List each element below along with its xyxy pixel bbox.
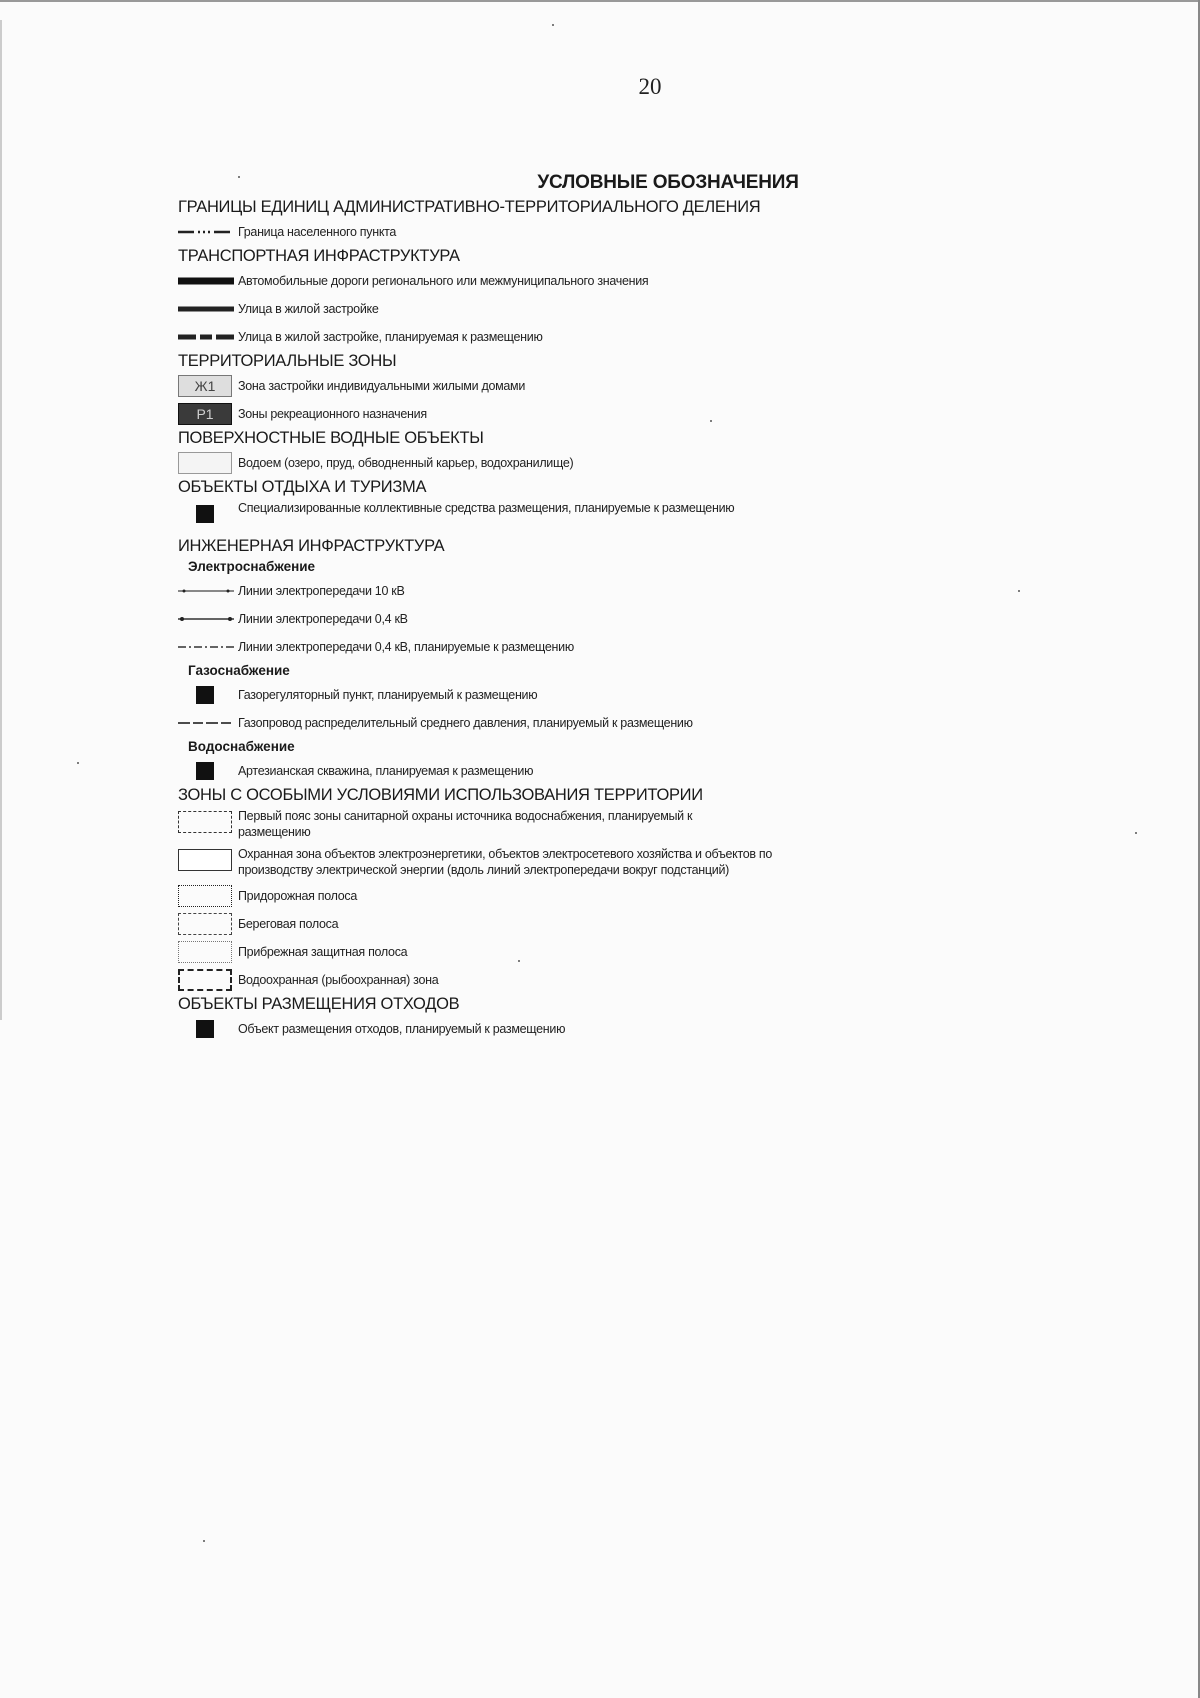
legend-item-sanitary-belt [178,806,798,844]
residential-street-symbol [178,297,234,321]
legend-label: Придорожная полоса [238,889,358,903]
subheading-gas: Газоснабжение [188,663,290,678]
legend-item-shore-strip [178,910,798,938]
legend-label: Охранная зона объектов электроэнергетики, объектов электросетевого хозяйства и объектов по производству электрической энергии (вдоль линий электропередачи вокруг подстанций) [238,847,773,877]
zh1-code: Ж1 [178,375,232,397]
legend-item-residential-street [178,295,798,323]
legend-label: Специализированные коллективные средства размещения, планируемые к размещению [238,501,735,515]
artesian-well-symbol [178,759,234,783]
scan-edge-left [0,20,2,1020]
legend-item-line-04kv [178,605,798,633]
legend-label: Водоем (озеро, пруд, обводненный карьер, водохранилище) [238,456,574,470]
shore-strip-symbol [178,912,234,936]
legend-label: Прибрежная защитная полоса [238,945,408,959]
legend [178,172,798,1043]
line-04kv-planned-symbol [178,635,234,659]
section-heading-engineering: ИНЖЕНЕРНАЯ ИНФРАСТРУКТУРА [178,537,445,555]
line-10kv-symbol [178,579,234,603]
legend-item-water-protection [178,966,798,994]
legend-item-settlement-boundary [178,218,798,246]
r1-code: Р1 [178,403,232,425]
subheading-water-supply: Водоснабжение [188,739,295,754]
roadside-strip-symbol [178,884,234,908]
legend-item-reservoir [178,449,798,477]
line-04kv-symbol [178,607,234,631]
legend-item-artesian-well [178,757,798,785]
legend-label: Объект размещения отходов, планируемый к размещению [238,1022,566,1036]
accommodation-symbol [178,502,234,526]
subheading-power: Электроснабжение [188,559,316,574]
legend-label: Зоны рекреационного назначения [238,407,427,421]
legend-item-r1 [178,400,798,428]
power-protection-symbol [178,848,234,872]
legend-label: Береговая полоса [238,917,339,931]
legend-item-power-protection [178,844,798,882]
scan-speck [1135,832,1137,834]
planned-street-symbol [178,325,234,349]
legend-item-accommodation [178,498,798,536]
section-heading-zones: ТЕРРИТОРИАЛЬНЫЕ ЗОНЫ [178,352,397,370]
legend-label: Газопровод распределительный среднего давления, планируемый к размещению [238,716,693,730]
section-heading-waste: ОБЪЕКТЫ РАЗМЕЩЕНИЯ ОТХОДОВ [178,995,460,1013]
legend-item-waste-object [178,1015,798,1043]
legend-title: УСЛОВНЫЕ ОБОЗНАЧЕНИЯ [537,172,799,193]
settlement-boundary-symbol [178,220,234,244]
legend-item-roadside-strip [178,882,798,910]
scan-speck [77,762,79,764]
scan-speck [1018,590,1020,592]
legend-item-coastal-protective [178,938,798,966]
legend-label: Первый пояс зоны санитарной охраны источника водоснабжения, планируемый к размещению [238,809,693,839]
water-protection-symbol [178,968,234,992]
legend-item-line-10kv [178,577,798,605]
section-heading-special-zones: ЗОНЫ С ОСОБЫМИ УСЛОВИЯМИ ИСПОЛЬЗОВАНИЯ ТЕРРИТОРИИ [178,786,703,804]
legend-item-zh1 [178,372,798,400]
legend-label: Линии электропередачи 0,4 кВ, планируемые к размещению [238,640,574,654]
sanitary-belt-symbol [178,810,234,834]
legend-label: Автомобильные дороги регионального или межмуниципального значения [238,274,649,288]
legend-label: Граница населенного пункта [238,225,397,239]
legend-label: Газорегуляторный пункт, планируемый к размещению [238,688,538,702]
page-number: 20 [638,74,662,99]
legend-label: Линии электропередачи 10 кВ [238,584,405,598]
gas-pipeline-symbol [178,711,234,735]
legend-label: Артезианская скважина, планируемая к размещению [238,764,534,778]
legend-label: Зона застройки индивидуальными жилыми домами [238,379,526,393]
legend-label: Водоохранная (рыбоохранная) зона [238,973,439,987]
legend-item-planned-street [178,323,798,351]
section-heading-water: ПОВЕРХНОСТНЫЕ ВОДНЫЕ ОБЪЕКТЫ [178,429,484,447]
legend-label: Линии электропередачи 0,4 кВ [238,612,408,626]
section-heading-admin-boundaries: ГРАНИЦЫ ЕДИНИЦ АДМИНИСТРАТИВНО-ТЕРРИТОРИАЛЬНОГО ДЕЛЕНИЯ [178,198,761,216]
legend-item-regional-roads [178,267,798,295]
legend-label: Улица в жилой застройке [238,302,379,316]
scan-speck [552,24,554,26]
regional-road-symbol [178,269,234,293]
reservoir-symbol [178,451,234,475]
legend-item-gas-pipeline [178,709,798,737]
gas-point-symbol [178,683,234,707]
coastal-protective-symbol [178,940,234,964]
scan-edge-top [0,0,1200,2]
section-heading-transport: ТРАНСПОРТНАЯ ИНФРАСТРУКТУРА [178,247,460,265]
section-heading-recreation: ОБЪЕКТЫ ОТДЫХА И ТУРИЗМА [178,478,427,496]
legend-label: Улица в жилой застройке, планируемая к размещению [238,330,543,344]
zh1-zone-symbol [178,374,234,398]
legend-item-line-04kv-planned [178,633,798,661]
legend-item-gas-point [178,681,798,709]
r1-zone-symbol [178,402,234,426]
waste-object-symbol [178,1017,234,1041]
scan-speck [203,1540,205,1542]
